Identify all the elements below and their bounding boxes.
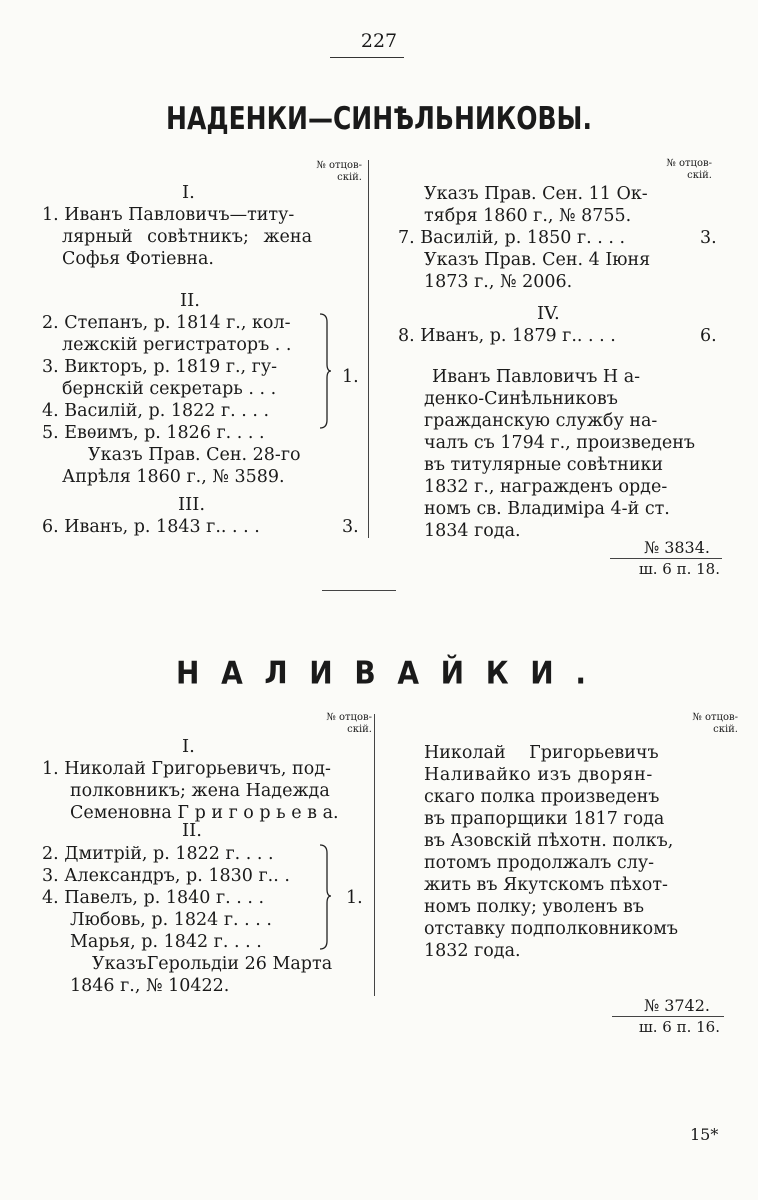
title-letter: А — [221, 655, 243, 692]
entry-line: Указъ Прав. Сен. 28-го — [88, 445, 301, 465]
entry-line: тября 1860 г., № 8755. — [424, 206, 632, 226]
entry-line: 1. Иванъ Павловичъ—титу- — [42, 205, 295, 225]
entry-line: 3. Александръ, р. 1830 г.. . — [42, 866, 290, 886]
generation-numeral: II. — [182, 820, 202, 841]
entry-line: лярный совѣтникъ; жена — [62, 227, 313, 247]
col-head-line: скій. — [687, 170, 712, 181]
col-head-line: скій. — [337, 172, 362, 183]
generation-numeral: I. — [182, 736, 195, 757]
note-line: номъ полку; уволенъ въ — [424, 897, 645, 917]
col-head-line: № отцов- — [326, 712, 372, 723]
generation-numeral: II. — [180, 290, 200, 311]
note-line: Иванъ Павловичъ Н а- — [432, 367, 641, 387]
section1-right-col-head — [650, 158, 712, 182]
shelf-reference: ш. 6 п. 18. — [638, 560, 720, 578]
generation-numeral: IV. — [537, 303, 560, 324]
note-line: въ прапорщики 1817 года — [424, 809, 665, 829]
entry-line: Апрѣля 1860 г., № 3589. — [62, 467, 285, 487]
father-number: 3. — [342, 517, 359, 537]
generation-numeral: III. — [178, 494, 206, 515]
entry-line: 2. Степанъ, р. 1814 г., кол- — [42, 313, 291, 333]
note-line: Наливайко изъ дворян- — [424, 765, 653, 785]
section2-title — [176, 655, 586, 691]
entry-line: лежскій регистраторъ . . — [62, 335, 292, 355]
entry-line: 2. Дмитрій, р. 1822 г. . . . — [42, 844, 274, 864]
entry-line: полковникъ; жена Надежда — [70, 781, 330, 801]
section1-left-col-head — [300, 160, 362, 184]
entry-line: 6. Иванъ, р. 1843 г.. . . . — [42, 517, 260, 537]
note-line: жить въ Якутскомъ пѣхот- — [424, 875, 668, 895]
signature-mark: 15* — [690, 1125, 719, 1144]
generation-numeral: I. — [182, 182, 195, 203]
note-line: 1832 г., награжденъ орде- — [424, 477, 668, 497]
father-number: 1. — [342, 367, 359, 387]
note-line: 1834 года. — [424, 521, 521, 541]
section2-left-col-head — [306, 712, 372, 736]
shelf-reference: ш. 6 п. 16. — [638, 1018, 720, 1036]
brace-icon — [318, 843, 332, 951]
entry-line: Семеновна Г р и г о р ь е в а. — [70, 803, 339, 823]
entry-line: Любовь, р. 1824 г. . . . — [70, 910, 272, 930]
entry-line: 8. Иванъ, р. 1879 г.. . . . — [398, 326, 616, 346]
col-head-line: № отцов- — [666, 158, 712, 169]
note-line: потомъ продолжалъ слу- — [424, 853, 655, 873]
brace-icon — [318, 312, 332, 430]
title-letter: Л — [264, 655, 288, 692]
title-letter: . — [575, 655, 586, 692]
note-line: въ титулярные совѣтники — [424, 455, 664, 475]
entry-line: 5. Евѳимъ, р. 1826 г. . . . — [42, 423, 265, 443]
col-head-line: скій. — [347, 724, 372, 735]
col-head-line: скій. — [713, 724, 738, 735]
note-line: чалъ съ 1794 г., произведенъ — [424, 433, 696, 453]
section2-column-rule — [374, 714, 375, 996]
father-number: 3. — [700, 228, 717, 248]
entry-line: Указъ Прав. Сен. 4 Іюня — [424, 250, 651, 270]
title-letter: И — [309, 655, 333, 692]
title-letter: В — [354, 655, 376, 692]
entry-line: 7. Василій, р. 1850 г. . . . — [398, 228, 626, 248]
note-line: денко-Синѣльниковъ — [424, 389, 618, 409]
entry-line: Указъ Прав. Сен. 11 Ок- — [424, 184, 648, 204]
note-line: отставку подполковникомъ — [424, 919, 678, 939]
section1-title: НАДЕНКИ—СИНѢЛЬНИКОВЫ. — [166, 100, 592, 137]
section2-right-col-head — [672, 712, 738, 736]
col-head-line: № отцов- — [316, 160, 362, 171]
section1-column-rule — [368, 160, 369, 538]
title-letter: Й — [440, 655, 465, 692]
note-line: 1832 года. — [424, 941, 521, 961]
entry-line: 1873 г., № 2006. — [424, 272, 573, 292]
entry-line: 1. Николай Григорьевичъ, под- — [42, 759, 331, 779]
father-number: 1. — [346, 888, 363, 908]
entry-line: Марья, р. 1842 г. . . . — [70, 932, 262, 952]
entry-line: 4. Павелъ, р. 1840 г. . . . — [42, 888, 265, 908]
entry-line: 4. Василій, р. 1822 г. . . . — [42, 401, 270, 421]
title-letter: А — [397, 655, 420, 692]
note-line: гражданскую службу на- — [424, 411, 658, 431]
archive-reference: № 3742. — [643, 996, 710, 1015]
note-line: Николай Григорьевичъ — [424, 743, 659, 763]
note-line: скаго полка произведенъ — [424, 787, 660, 807]
entry-line: 3. Викторъ, р. 1819 г., гу- — [42, 357, 278, 377]
title-letter: К — [485, 655, 509, 692]
page-number: 227 — [360, 30, 398, 52]
entry-line: УказъГерольдіи 26 Марта — [92, 954, 333, 974]
entry-line: 1846 г., № 10422. — [70, 976, 230, 996]
entry-line: Софья Фотіевна. — [62, 249, 214, 269]
title-letter: И — [530, 655, 554, 692]
title-letter: Н — [176, 655, 200, 692]
archive-reference: № 3834. — [643, 538, 710, 557]
father-number: 6. — [700, 326, 717, 346]
col-head-line: № отцов- — [692, 712, 738, 723]
entry-line: бернскій секретарь . . . — [62, 379, 277, 399]
note-line: номъ св. Владиміра 4-й ст. — [424, 499, 670, 519]
note-line: въ Азовскій пѣхотн. полкъ, — [424, 831, 674, 851]
section-separator — [322, 590, 396, 591]
page-number-rule — [330, 57, 404, 58]
